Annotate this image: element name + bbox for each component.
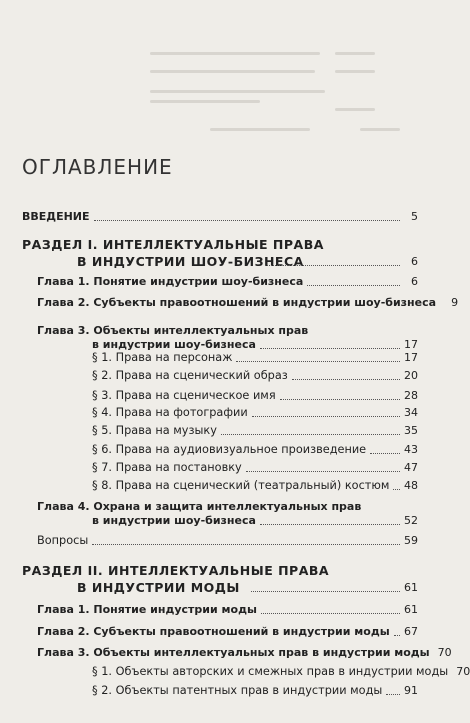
toc-entry-label: Глава 1. Понятие индустрии шоу-бизнеса [37,275,304,288]
toc-page-number: 91 [404,684,418,697]
toc-entry-label: § 5. Права на музыку [92,424,217,437]
toc-page-number: 9 [451,296,459,309]
toc-entry-label-line-2: в индустрии шоу-бизнеса [92,338,256,351]
leader-dots [393,489,400,490]
toc-entry-label: ВВЕДЕНИЕ [22,210,90,223]
toc-page-number: 17 [404,338,418,351]
toc-entry-label: § 2. Объекты патентных прав в индустрии моды [92,684,383,697]
toc-entry-part1-ch2[interactable] [37,296,459,309]
toc-entry-label-line-1: Глава 3. Объекты интеллектуальных прав [37,324,309,337]
toc-entry-label: Глава 3. Объекты интеллектуальных прав в индустрии моды [37,646,430,659]
toc-page-number: 34 [404,406,418,419]
toc-page-number: 59 [404,534,418,547]
leader-dots [260,348,400,349]
leader-dots [236,361,400,362]
toc-entry-label: § 4. Права на фотографии [92,406,248,419]
toc-page-number: 35 [404,424,418,437]
leader-dots [92,544,400,545]
toc-entry-part1-ch1[interactable] [37,275,418,288]
toc-entry-label: Глава 2. Субъекты правоотношений в индустрии моды [37,625,390,638]
toc-section-p1-s1[interactable] [92,351,418,364]
toc-page-number: 47 [404,461,418,474]
toc-page-number: 61 [404,603,418,616]
toc-entry-label: § 7. Права на постановку [92,461,242,474]
toc-entry-label: § 1. Права на персонаж [92,351,233,364]
toc-entry-label: Глава 2. Субъекты правоотношений в индустрии шоу-бизнеса [37,296,437,309]
leader-dots [261,613,400,614]
toc-page-number: 6 [411,255,418,268]
part-title-line-1: РАЗДЕЛ I. ИНТЕЛЛЕКТУАЛЬНЫЕ ПРАВА [22,237,324,252]
toc-entry-part1-ch3-cont[interactable] [92,338,418,351]
toc-page-number: 17 [404,351,418,364]
toc-entry-part2-ch3[interactable] [37,646,452,659]
toc-entry-label: § 1. Объекты авторских и смежных прав в индустрии моды [92,665,449,678]
toc-entry-label: § 8. Права на сценический (театральный) костюм [92,479,390,492]
toc-entry-part1-ch3[interactable] [37,322,308,339]
toc-page-number: 6 [411,275,418,288]
toc-page-number: 28 [404,389,418,402]
toc-page-number: 61 [404,581,418,594]
toc-section-p1-s4[interactable] [92,406,418,419]
toc-entry-part1-questions[interactable] [37,534,418,547]
leader-dots [260,524,400,525]
toc-entry-part2-ch2[interactable] [37,625,418,638]
part-title-line-1: РАЗДЕЛ II. ИНТЕЛЛЕКТУАЛЬНЫЕ ПРАВА [22,563,330,578]
leader-dots [221,434,400,435]
part-title-line-2: В ИНДУСТРИИ МОДЫ [77,580,240,595]
leader-dots [94,220,400,221]
toc-section-p2-s1[interactable] [92,665,470,678]
leader-dots [251,591,400,592]
leader-dots [386,694,400,695]
leader-dots [394,635,400,636]
toc-entry-label: Глава 1. Понятие индустрии моды [37,603,257,616]
toc-section-p1-s7[interactable] [92,461,418,474]
toc-section-p1-s5[interactable] [92,424,418,437]
leader-dots [265,265,400,266]
toc-page-number: 20 [404,369,418,382]
toc-entry-label-line-2: в индустрии шоу-бизнеса [92,514,256,527]
page-title: ОГЛАВЛЕНИЕ [22,155,173,179]
toc-page-number: 5 [411,210,418,223]
leader-dots [307,285,400,286]
toc-page-number: 67 [404,625,418,638]
toc-entry-label: § 3. Права на сценическое имя [92,389,276,402]
toc-page-number: 48 [404,479,418,492]
toc-entry-label: Вопросы [37,534,89,547]
part-title-line-2: В ИНДУСТРИИ ШОУ-БИЗНЕСА [77,254,304,269]
leader-dots [292,379,400,380]
toc-entry-part1-ch4[interactable] [37,498,361,515]
toc-page-number: 70 [456,665,470,678]
leader-dots [280,399,400,400]
toc-entry-label: § 2. Права на сценический образ [92,369,288,382]
leader-dots [252,416,400,417]
toc-section-p1-s8[interactable] [92,479,418,492]
toc-entry-part1-ch4-cont[interactable] [92,514,418,527]
toc-section-p1-s2[interactable] [92,369,418,382]
leader-dots [370,453,400,454]
toc-entry-label-line-1: Глава 4. Охрана и защита интеллектуальных прав [37,500,362,513]
leader-dots [246,471,400,472]
toc-entry-label: § 6. Права на аудиовизуальное произведение [92,443,367,456]
toc-section-p1-s3[interactable] [92,389,418,402]
toc-page-number: 70 [437,646,452,659]
show-through-background [0,0,450,150]
toc-section-p1-s6[interactable] [92,443,418,456]
part-2-leader [77,581,418,594]
toc-entry-part2-ch1[interactable] [37,603,418,616]
part-1-leader [77,255,418,268]
toc-section-p2-s2[interactable] [92,684,418,697]
toc-page-number: 52 [404,514,418,527]
toc-entry-intro[interactable] [22,210,418,223]
toc-page-number: 43 [404,443,418,456]
